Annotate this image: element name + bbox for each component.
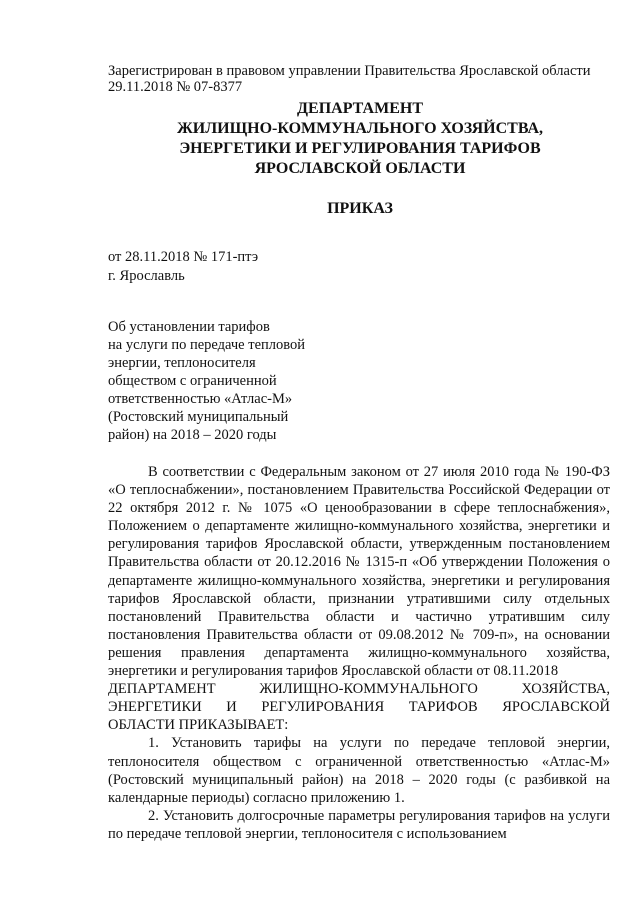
department-header <box>100 99 620 179</box>
document-type-title: ПРИКАЗ <box>327 200 393 217</box>
department-line-3: ЭНЕРГЕТИКИ И РЕГУЛИРОВАНИЯ ТАРИФОВ <box>179 140 541 157</box>
subject-line: на услуги по передаче тепловой <box>108 337 306 353</box>
date-number: от 28.11.2018 № 171-птэ <box>108 249 259 265</box>
date-and-number <box>108 248 258 286</box>
registration-note <box>108 63 591 95</box>
preamble-paragraph: В соответствии с Федеральным законом от 27 июля 2010 года № 190-ФЗ «О теплоснабжении», постановлением Правительства Российской Федерации от 22 октября 2012 г. № 1075 «О ценообразовании в сфере теплоснабжения», Положением о департаменте жилищно-коммунального хозяйства, энергетики и регулирования тарифов Ярославской области, утвержденным постановлением Правительства области от 20.12.2016 № 1315-п «Об утверждении Положения о департаменте жилищно-коммунального хозяйства, энергетики и регулирования тарифов Ярославской области, признании утратившими силу отдельных постановлений Правительства области и частично утратившим силу постановления Правительства области от 09.08.2012 № 709-п», на основании решения правления департамента жилищно-коммунального хозяйства, энергетики и регулирования тарифов Ярославской области от 08.11.2018 <box>108 464 610 680</box>
item-1-paragraph: 1. Установить тарифы на услуги по передаче тепловой энергии, теплоносителя обществом с ограниченной ответственностью «Атлас-М» (Ростовский муниципальный район) на 2018 – 2020 годы (с разбивкой на календарные периоды) согласно приложению 1. <box>108 735 610 806</box>
orders-heading-line-2: ОБЛАСТИ ПРИКАЗЫВАЕТ: <box>108 717 289 734</box>
department-line-1: ДЕПАРТАМЕНТ <box>297 100 423 117</box>
subject-line: энергии, теплоносителя <box>108 355 256 371</box>
subject-line: Об установлении тарифов <box>108 319 270 335</box>
subject-line: обществом с ограниченной <box>108 373 277 389</box>
item-2-paragraph: 2. Установить долгосрочные параметры регулирования тарифов на услуги по передаче тепловой энергии, теплоносителя с использованием <box>108 807 610 842</box>
order-subject <box>108 318 328 444</box>
subject-line: ответственностью «Атлас-М» <box>108 391 293 407</box>
city: г. Ярославль <box>108 268 185 284</box>
department-line-4: ЯРОСЛАВСКОЙ ОБЛАСТИ <box>254 160 466 177</box>
registration-line-1: Зарегистрирован в правовом управлении Правительства Ярославской области <box>108 63 591 79</box>
registration-line-2: 29.11.2018 № 07-8377 <box>108 79 243 95</box>
order-body <box>108 463 610 843</box>
department-line-2: ЖИЛИЩНО-КОММУНАЛЬНОГО ХОЗЯЙСТВА, <box>176 120 544 137</box>
subject-line: (Ростовский муниципальный <box>108 409 289 425</box>
orders-heading-line-1: ДЕПАРТАМЕНТ ЖИЛИЩНО-КОММУНАЛЬНОГО ХОЗЯЙСТВА, ЭНЕРГЕТИКИ И РЕГУЛИРОВАНИЯ ТАРИФОВ ЯРОСЛАВСКОЙ <box>108 681 610 716</box>
subject-line: район) на 2018 – 2020 годы <box>108 427 277 443</box>
